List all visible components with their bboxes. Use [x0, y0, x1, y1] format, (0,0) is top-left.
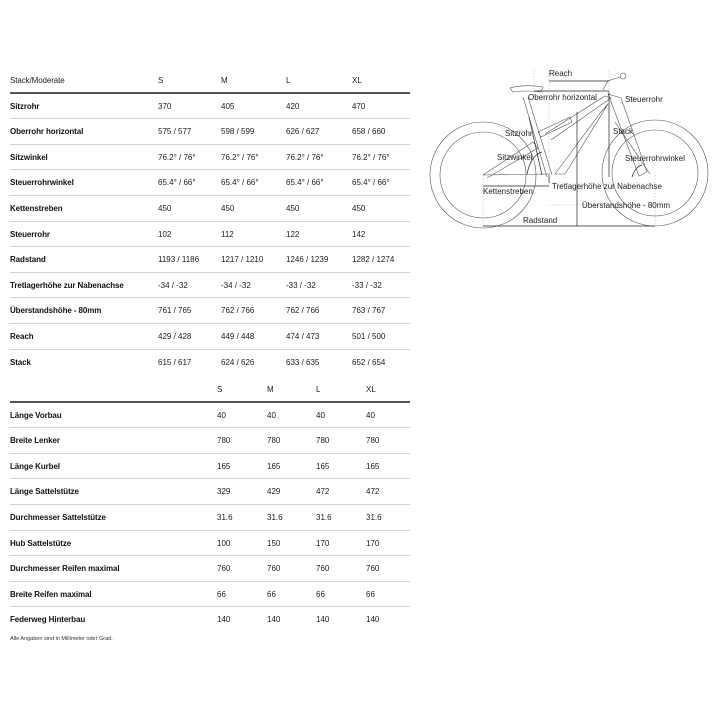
row-value: 329: [217, 487, 231, 497]
components-table: [10, 377, 410, 633]
row-value: 598 / 599: [221, 127, 255, 137]
diagram-label-reach: Reach: [549, 69, 573, 78]
row-value: 450: [286, 203, 300, 213]
table-row: [10, 170, 410, 196]
row-label: Kettenstreben: [10, 203, 63, 213]
row-value: 470: [352, 101, 366, 111]
table-row: [10, 454, 410, 480]
row-value: 780: [217, 436, 231, 446]
table-row: [10, 582, 410, 608]
row-value: 140: [267, 615, 281, 625]
diagram-label-sitzwinkel: Sitzwinkel: [497, 153, 533, 162]
size-header-xl: XL: [352, 76, 362, 85]
size-header-xl: XL: [366, 385, 376, 394]
row-value: 40: [217, 410, 226, 420]
row-value: 76.2° / 76°: [158, 152, 196, 162]
table-row: [10, 428, 410, 454]
row-value: 370: [158, 101, 172, 111]
row-label: Länge Sattelstütze: [10, 487, 79, 497]
row-label: Länge Kurbel: [10, 461, 60, 471]
row-value: 615 / 617: [158, 357, 192, 367]
row-value: 165: [267, 461, 281, 471]
row-label: Federweg Hinterbau: [10, 615, 86, 625]
size-header-l: L: [316, 385, 321, 394]
bike-geometry-diagram: [425, 62, 715, 242]
size-header-l: L: [286, 76, 291, 85]
row-value: 575 / 577: [158, 127, 192, 137]
row-value: 65.4° / 66°: [286, 178, 324, 188]
geometry-table-header: [10, 68, 410, 94]
table-row: [10, 273, 410, 299]
row-value: 1282 / 1274: [352, 255, 395, 265]
row-value: 1217 / 1210: [221, 255, 264, 265]
size-header-m: M: [221, 76, 228, 85]
row-value: 405: [221, 101, 235, 111]
row-value: 40: [316, 410, 325, 420]
table-row: [10, 350, 410, 376]
row-value: 450: [352, 203, 366, 213]
row-label: Stack: [10, 357, 31, 367]
diagram-label-steuerrohr: Steuerrohr: [625, 95, 663, 104]
diagram-label-sitzrohr: Sitzrohr: [505, 129, 533, 138]
table-row: [10, 531, 410, 557]
row-label: Reach: [10, 331, 34, 341]
diagram-label-oberrohr: Oberrohr horizontal: [528, 93, 597, 102]
stem: [603, 77, 620, 90]
row-value: 658 / 660: [352, 127, 386, 137]
table-row: [10, 479, 410, 505]
row-value: 31.6: [217, 512, 233, 522]
row-value: 140: [217, 615, 231, 625]
row-label: Tretlagerhöhe zur Nabenachse: [10, 280, 124, 290]
row-value: 780: [316, 436, 330, 446]
row-value: 652 / 654: [352, 357, 386, 367]
table-row: [10, 324, 410, 350]
row-value: 102: [158, 229, 172, 239]
row-value: -33 / -32: [352, 280, 382, 290]
row-value: 170: [316, 538, 330, 548]
table-row: [10, 403, 410, 429]
row-label: Steuerrohr: [10, 229, 50, 239]
row-value: 165: [316, 461, 330, 471]
row-value: 100: [217, 538, 231, 548]
row-value: 450: [221, 203, 235, 213]
row-value: 501 / 500: [352, 331, 386, 341]
frame-setting-label: Stack/Moderate: [10, 76, 65, 85]
geometry-table: [10, 68, 410, 375]
row-value: 429 / 428: [158, 331, 192, 341]
diagram-label-tretlager: Tretlagerhöhe zur Nabenachse: [552, 182, 662, 191]
row-value: 31.6: [366, 512, 382, 522]
row-value: 142: [352, 229, 366, 239]
row-label: Durchmesser Sattelstütze: [10, 512, 106, 522]
row-value: 449 / 448: [221, 331, 255, 341]
row-value: 450: [158, 203, 172, 213]
row-value: 66: [217, 589, 226, 599]
row-value: 65.4° / 66°: [221, 178, 259, 188]
row-value: 474 / 473: [286, 331, 320, 341]
table-row: [10, 196, 410, 222]
row-value: 420: [286, 101, 300, 111]
row-value: 66: [316, 589, 325, 599]
row-value: 31.6: [267, 512, 283, 522]
row-value: -33 / -32: [286, 280, 316, 290]
table-row: [10, 94, 410, 120]
row-value: 165: [217, 461, 231, 471]
row-value: 76.2° / 76°: [221, 152, 259, 162]
table-row: [10, 607, 410, 633]
row-value: 150: [267, 538, 281, 548]
row-value: 429: [267, 487, 281, 497]
row-label: Überstandshöhe - 80mm: [10, 306, 102, 316]
table-row: [10, 505, 410, 531]
row-value: 76.2° / 76°: [286, 152, 324, 162]
row-value: 762 / 766: [286, 306, 320, 316]
row-label: Hub Sattelstütze: [10, 538, 72, 548]
row-value: 140: [316, 615, 330, 625]
table-row: [10, 298, 410, 324]
diagram-label-kettenstreben: Kettenstreben: [483, 187, 533, 196]
handlebar: [620, 73, 626, 79]
diagram-label-steuerrohrwinkel: Steuerrohrwinkel: [625, 154, 686, 163]
row-value: -34 / -32: [221, 280, 251, 290]
table-row: [10, 556, 410, 582]
row-value: 760: [267, 564, 281, 574]
row-label: Oberrohr horizontal: [10, 127, 84, 137]
row-value: 763 / 767: [352, 306, 386, 316]
row-value: 140: [366, 615, 380, 625]
size-header-m: M: [267, 385, 274, 394]
row-value: 760: [366, 564, 380, 574]
diagram-label-radstand: Radstand: [523, 216, 558, 225]
row-value: 780: [267, 436, 281, 446]
diagram-label-ueberstand: Überstandshöhe - 80mm: [582, 201, 671, 210]
row-value: 624 / 626: [221, 357, 255, 367]
table-row: [10, 222, 410, 248]
row-value: 760: [316, 564, 330, 574]
row-value: 761 / 765: [158, 306, 192, 316]
footnote: Alle Angaben sind in Millimeter oder Grad.: [10, 636, 113, 642]
row-value: 472: [316, 487, 330, 497]
row-value: 31.6: [316, 512, 332, 522]
table-row: [10, 119, 410, 145]
row-value: 66: [267, 589, 276, 599]
components-table-header: [10, 377, 410, 403]
row-value: 780: [366, 436, 380, 446]
row-label: Durchmesser Reifen maximal: [10, 564, 120, 574]
row-value: 1193 / 1186: [158, 255, 200, 265]
row-label: Breite Reifen maximal: [10, 589, 92, 599]
row-label: Steuerrohrwinkel: [10, 178, 74, 188]
row-value: 112: [221, 229, 234, 239]
row-value: 76.2° / 76°: [352, 152, 390, 162]
row-value: 40: [366, 410, 375, 420]
row-value: 66: [366, 589, 375, 599]
size-header-s: S: [158, 76, 164, 85]
row-value: 170: [366, 538, 380, 548]
row-value: 633 / 635: [286, 357, 320, 367]
table-row: [10, 145, 410, 171]
down-tube: [555, 104, 608, 174]
row-value: 760: [217, 564, 231, 574]
diagram-label-stack: Stack: [613, 127, 634, 136]
row-value: -34 / -32: [158, 280, 188, 290]
row-label: Radstand: [10, 255, 46, 265]
row-label: Sitzwinkel: [10, 152, 48, 162]
row-value: 40: [267, 410, 276, 420]
row-value: 1246 / 1239: [286, 255, 329, 265]
row-label: Sitzrohr: [10, 101, 40, 111]
row-value: 122: [286, 229, 300, 239]
row-value: 762 / 766: [221, 306, 255, 316]
row-value: 65.4° / 66°: [158, 178, 196, 188]
row-value: 165: [366, 461, 380, 471]
row-value: 626 / 627: [286, 127, 320, 137]
row-value: 472: [366, 487, 380, 497]
table-row: [10, 247, 410, 273]
row-label: Länge Vorbau: [10, 410, 62, 420]
row-label: Breite Lenker: [10, 436, 60, 446]
size-header-s: S: [217, 385, 223, 394]
top-tube: [545, 96, 611, 140]
row-value: 65.4° / 66°: [352, 178, 390, 188]
